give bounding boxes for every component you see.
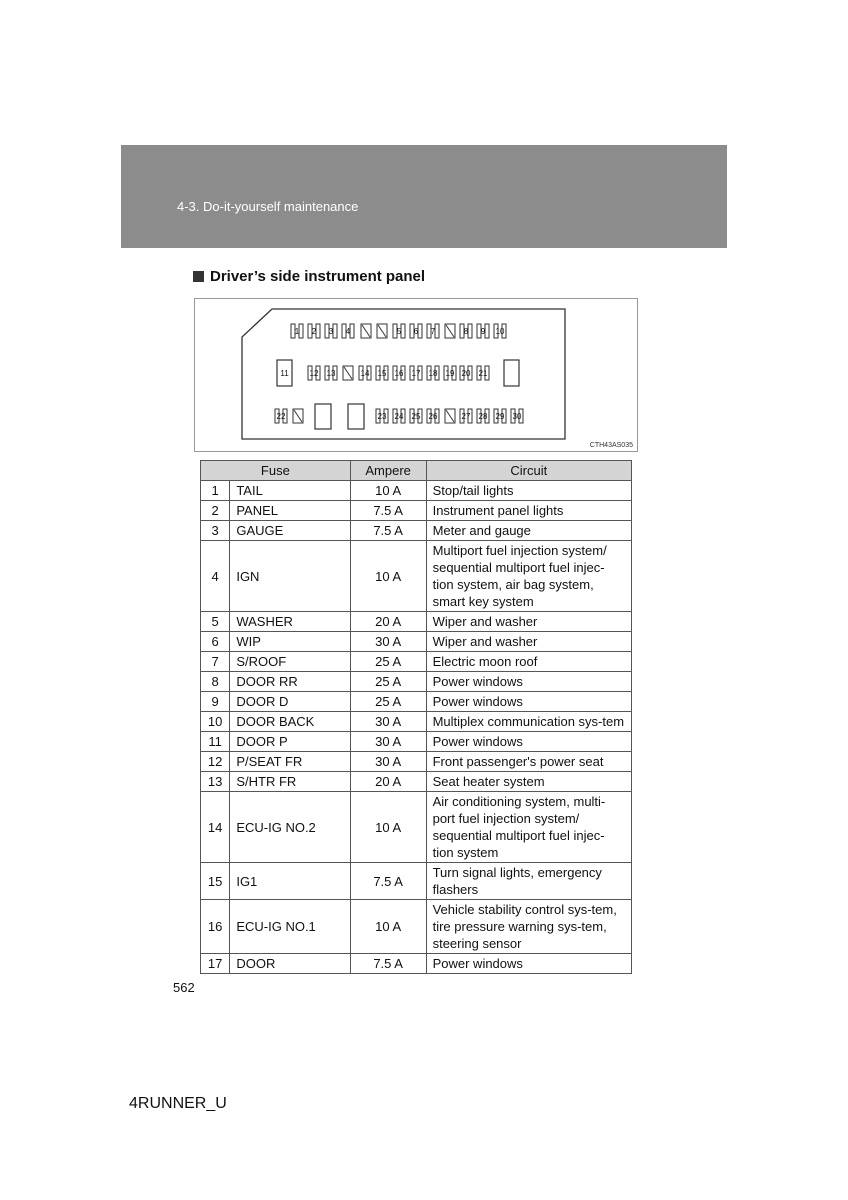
fuse-circuit: Instrument panel lights	[426, 501, 631, 521]
fuse-29-label: 29	[495, 412, 505, 421]
fuse-name: DOOR	[230, 954, 350, 974]
fuse-name: IGN	[230, 541, 350, 612]
fuse-table	[200, 460, 632, 974]
fuse-6-right-tab	[418, 324, 422, 338]
fuse-circuit: Wiper and washer	[426, 612, 631, 632]
table-row	[201, 481, 632, 501]
table-row	[201, 612, 632, 632]
fuse-14-label: 14	[360, 369, 370, 378]
fuse-7-right-tab	[435, 324, 439, 338]
section-title: 4-3. Do-it-yourself maintenance	[177, 199, 359, 214]
table-row	[201, 652, 632, 672]
fuse-15-label: 15	[377, 369, 387, 378]
fuse-number: 15	[201, 863, 230, 900]
fuse-5-label: 5	[396, 327, 402, 336]
fuse-number: 2	[201, 501, 230, 521]
fuse-22-label: 22	[276, 412, 286, 421]
fuse-7-label: 7	[430, 327, 436, 336]
fuse-20-label: 20	[461, 369, 471, 378]
fuse-17-label: 17	[411, 369, 421, 378]
fuse-ampere: 25 A	[350, 672, 426, 692]
fuse-diagram-svg	[195, 299, 639, 453]
table-header-row	[201, 461, 632, 481]
spare-slot-r1b-diagonal	[378, 325, 386, 337]
spare-slot-r3-big2	[348, 404, 364, 429]
fuse-circuit: Electric moon roof	[426, 652, 631, 672]
fuse-8-label: 8	[463, 327, 469, 336]
fuse-circuit: Stop/tail lights	[426, 481, 631, 501]
fuse-ampere: 25 A	[350, 652, 426, 672]
fuse-circuit: Vehicle stability control sys-tem, tire pressure warning sys-tem, steering sensor	[426, 900, 631, 954]
fuse-ampere: 20 A	[350, 772, 426, 792]
fuse-circuit: Wiper and washer	[426, 632, 631, 652]
spare-slot-r1c-diagonal	[446, 325, 454, 337]
fuse-name: WIP	[230, 632, 350, 652]
fuse-number: 10	[201, 712, 230, 732]
table-row	[201, 672, 632, 692]
fuse-box-diagram	[194, 298, 638, 452]
spare-slot-r3a-diagonal	[294, 410, 302, 422]
fuse-ampere: 30 A	[350, 712, 426, 732]
fuse-number: 5	[201, 612, 230, 632]
fuse-number: 12	[201, 752, 230, 772]
table-row	[201, 501, 632, 521]
table-row	[201, 632, 632, 652]
spare-slot-r2-right	[504, 360, 519, 386]
table-row	[201, 863, 632, 900]
fuse-6-label: 6	[413, 327, 419, 336]
fuse-3-right-tab	[333, 324, 337, 338]
fuse-30-label: 30	[512, 412, 522, 421]
subheading-text: Driver’s side instrument panel	[210, 268, 426, 285]
fuse-4-label: 4	[345, 327, 351, 336]
diagram-code: CTH43AS035	[589, 442, 633, 449]
fuse-13-label: 13	[326, 369, 336, 378]
table-row	[201, 541, 632, 612]
fuse-10-label: 10	[495, 327, 505, 336]
fuse-ampere: 7.5 A	[350, 501, 426, 521]
fuse-name: DOOR BACK	[230, 712, 350, 732]
table-row	[201, 732, 632, 752]
fuse-name: TAIL	[230, 481, 350, 501]
fuse-number: 7	[201, 652, 230, 672]
fuse-name: S/ROOF	[230, 652, 350, 672]
subheading	[193, 268, 425, 285]
fuse-5-right-tab	[401, 324, 405, 338]
fuse-circuit: Power windows	[426, 672, 631, 692]
fuse-9-right-tab	[485, 324, 489, 338]
fuse-ampere: 30 A	[350, 732, 426, 752]
fuse-name: DOOR RR	[230, 672, 350, 692]
header-fuse: Fuse	[201, 461, 351, 481]
fuse-circuit: Turn signal lights, emergency flashers	[426, 863, 631, 900]
fuse-25-label: 25	[411, 412, 421, 421]
fuse-circuit: Meter and gauge	[426, 521, 631, 541]
fuse-ampere: 10 A	[350, 900, 426, 954]
fuse-number: 14	[201, 792, 230, 863]
fuse-name: S/HTR FR	[230, 772, 350, 792]
fuse-name: ECU-IG NO.2	[230, 792, 350, 863]
table-row	[201, 900, 632, 954]
fuse-ampere: 7.5 A	[350, 521, 426, 541]
fuse-name: P/SEAT FR	[230, 752, 350, 772]
table-row	[201, 772, 632, 792]
fuse-name: PANEL	[230, 501, 350, 521]
fuse-circuit: Power windows	[426, 732, 631, 752]
fuse-number: 8	[201, 672, 230, 692]
fuse-circuit: Power windows	[426, 692, 631, 712]
table-row	[201, 954, 632, 974]
fuse-4-right-tab	[350, 324, 354, 338]
fuse-name: WASHER	[230, 612, 350, 632]
spare-slot-r3b-diagonal	[446, 410, 454, 422]
fuse-circuit: Seat heater system	[426, 772, 631, 792]
fuse-name: DOOR D	[230, 692, 350, 712]
fuse-ampere: 30 A	[350, 632, 426, 652]
fuse-table-body	[201, 481, 632, 974]
fuse-24-label: 24	[394, 412, 404, 421]
spare-slot-r1a-diagonal	[362, 325, 370, 337]
fuse-name: GAUGE	[230, 521, 350, 541]
fuse-number: 11	[201, 732, 230, 752]
fuse-ampere: 20 A	[350, 612, 426, 632]
fuse-ampere: 7.5 A	[350, 954, 426, 974]
header-band	[121, 145, 727, 248]
fuse-number: 4	[201, 541, 230, 612]
fuse-ampere: 7.5 A	[350, 863, 426, 900]
fuse-number: 16	[201, 900, 230, 954]
fuse-number: 6	[201, 632, 230, 652]
fuse-11-label: 11	[280, 369, 289, 378]
table-row	[201, 521, 632, 541]
fuse-1-label: 1	[294, 327, 300, 336]
fuse-ampere: 10 A	[350, 481, 426, 501]
fuse-ampere: 30 A	[350, 752, 426, 772]
fuse-name: DOOR P	[230, 732, 350, 752]
fuse-28-label: 28	[478, 412, 488, 421]
fuse-9-label: 9	[480, 327, 486, 336]
fuse-12-label: 12	[309, 369, 319, 378]
spare-slot-r3-big1	[315, 404, 331, 429]
fuse-number: 17	[201, 954, 230, 974]
fuse-circuit: Power windows	[426, 954, 631, 974]
fuse-name: ECU-IG NO.1	[230, 900, 350, 954]
spare-slot-r2a-diagonal	[344, 367, 352, 379]
header-circuit: Circuit	[426, 461, 631, 481]
fuse-27-label: 27	[461, 412, 471, 421]
fuse-circuit: Air conditioning system, multi-port fuel injection system/ sequential multiport fuel injec-tion system	[426, 792, 631, 863]
square-bullet-icon	[193, 271, 204, 282]
fuse-26-label: 26	[428, 412, 438, 421]
fuse-3-label: 3	[328, 327, 334, 336]
fuse-circuit: Front passenger's power seat	[426, 752, 631, 772]
fuse-ampere: 10 A	[350, 541, 426, 612]
table-row	[201, 792, 632, 863]
table-row	[201, 752, 632, 772]
fuse-name: IG1	[230, 863, 350, 900]
table-row	[201, 712, 632, 732]
fuse-number: 13	[201, 772, 230, 792]
fuse-19-label: 19	[445, 369, 455, 378]
fuse-2-right-tab	[316, 324, 320, 338]
header-ampere: Ampere	[350, 461, 426, 481]
fuse-8-right-tab	[468, 324, 472, 338]
table-row	[201, 692, 632, 712]
fuse-number: 1	[201, 481, 230, 501]
fuse-circuit: Multiplex communication sys-tem	[426, 712, 631, 732]
fuse-ampere: 10 A	[350, 792, 426, 863]
fuse-number: 3	[201, 521, 230, 541]
fuse-18-label: 18	[428, 369, 438, 378]
fuse-number: 9	[201, 692, 230, 712]
fuse-21-label: 21	[478, 369, 488, 378]
fuse-1-right-tab	[299, 324, 303, 338]
fuse-23-label: 23	[377, 412, 387, 421]
fuse-circuit: Multiport fuel injection system/ sequential multiport fuel injec-tion system, air bag system, smart key system	[426, 541, 631, 612]
footer-model: 4RUNNER_U	[129, 1095, 227, 1112]
fuse-ampere: 25 A	[350, 692, 426, 712]
fuse-2-label: 2	[311, 327, 317, 336]
fuse-16-label: 16	[394, 369, 404, 378]
page-number: 562	[173, 980, 195, 995]
